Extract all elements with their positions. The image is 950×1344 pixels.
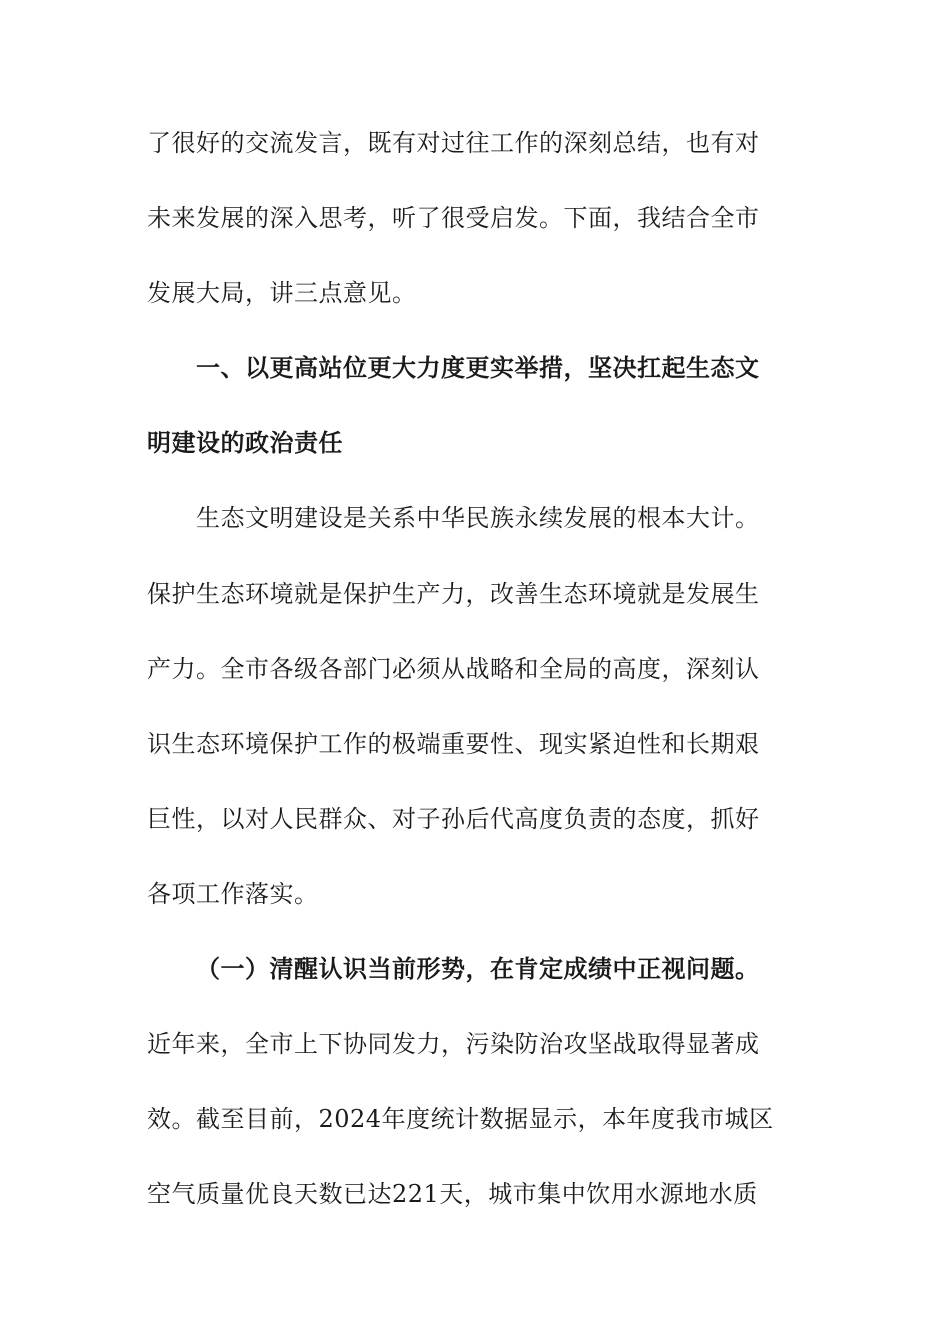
paragraph-line: 发展大局，讲三点意见。 [147,279,417,307]
paragraph-line: 了很好的交流发言，既有对过往工作的深刻总结，也有对 [147,129,760,157]
subsection-heading: （一）清醒认识当前形势，在肯定成绩中正视问题。 [196,954,760,983]
paragraph-line: 生态文明建设是关系中华民族永续发展的根本大计。 [196,504,760,532]
paragraph-line: 空气质量优良天数已达221天，城市集中饮用水源地水质 [147,1180,758,1208]
paragraph-line: 各项工作落实。 [147,880,319,908]
paragraph-line: 识生态环境保护工作的极端重要性、现实紧迫性和长期艰 [147,730,760,758]
section-heading: 一、以更高站位更大力度更实举措，坚决扛起生态文 [196,353,760,382]
section-heading-continuation: 明建设的政治责任 [147,428,343,457]
paragraph-line: 巨性，以对人民群众、对子孙后代高度负责的态度，抓好 [147,805,760,833]
paragraph-line: 近年来，全市上下协同发力，污染防治攻坚战取得显著成 [147,1030,760,1058]
paragraph-line: 效。截至目前，2024年度统计数据显示，本年度我市城区 [147,1105,774,1133]
paragraph-line: 保护生态环境就是保护生产力，改善生态环境就是发展生 [147,580,760,608]
paragraph-line: 产力。全市各级各部门必须从战略和全局的高度，深刻认 [147,655,760,683]
paragraph-line: 未来发展的深入思考，听了很受启发。下面，我结合全市 [147,204,760,232]
